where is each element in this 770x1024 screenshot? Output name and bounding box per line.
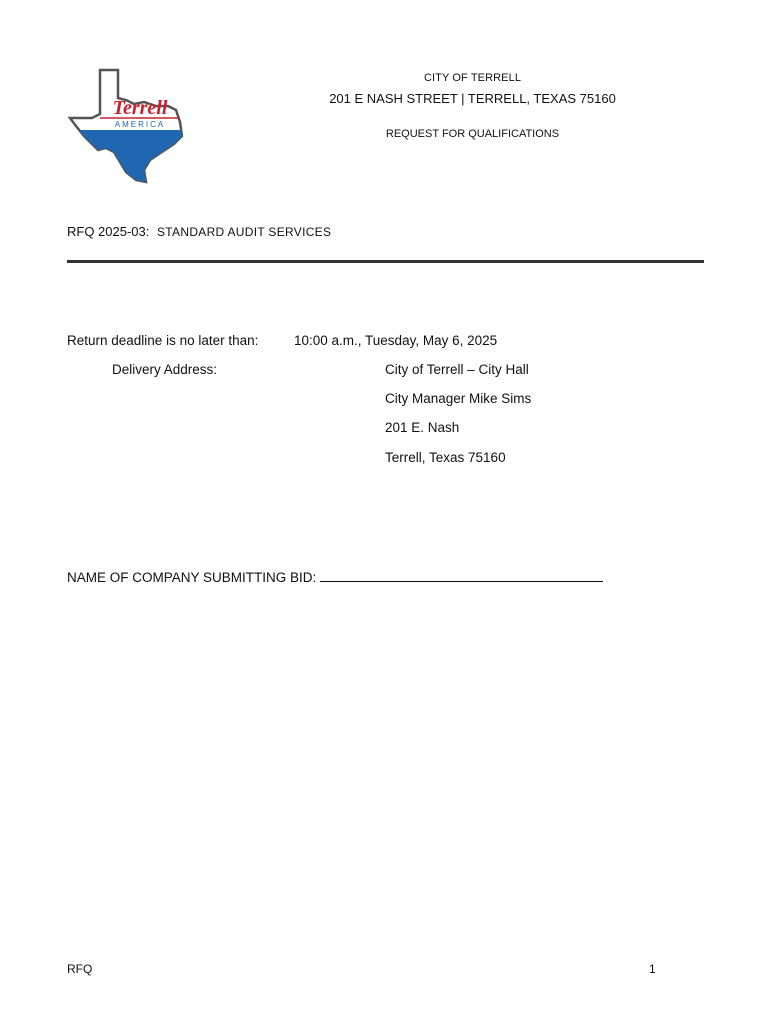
- logo-wordmark: Terrell: [112, 97, 168, 119]
- terrell-america-logo: [64, 64, 192, 186]
- delivery-line: City of Terrell – City Hall: [385, 362, 529, 377]
- logo-subtext: AMERICA: [114, 120, 166, 129]
- page-number: 1: [649, 962, 656, 976]
- section-divider: [67, 260, 704, 263]
- rfq-subject: STANDARD AUDIT SERVICES: [157, 225, 332, 239]
- deadline-value: 10:00 a.m., Tuesday, May 6, 2025: [294, 333, 498, 348]
- city-address: 201 E NASH STREET | TERRELL, TEXAS 75160: [329, 91, 616, 106]
- company-name-blank[interactable]: [320, 567, 603, 582]
- document-type: REQUEST FOR QUALIFICATIONS: [385, 128, 560, 140]
- delivery-line: Terrell, Texas 75160: [385, 450, 506, 465]
- rfq-heading: [67, 224, 331, 239]
- deadline-label: Return deadline is no later than:: [67, 333, 259, 348]
- company-name-label: NAME OF COMPANY SUBMITTING BID:: [67, 570, 317, 585]
- delivery-line: City Manager Mike Sims: [385, 391, 532, 406]
- rfq-number: RFQ 2025-03:: [67, 224, 150, 239]
- delivery-label: Delivery Address:: [112, 362, 218, 377]
- company-name-field: [67, 567, 603, 585]
- delivery-line: 201 E. Nash: [385, 420, 460, 435]
- texas-blue-fill: [64, 130, 192, 186]
- footer-label: RFQ: [67, 962, 93, 976]
- city-name: CITY OF TERRELL: [423, 72, 522, 84]
